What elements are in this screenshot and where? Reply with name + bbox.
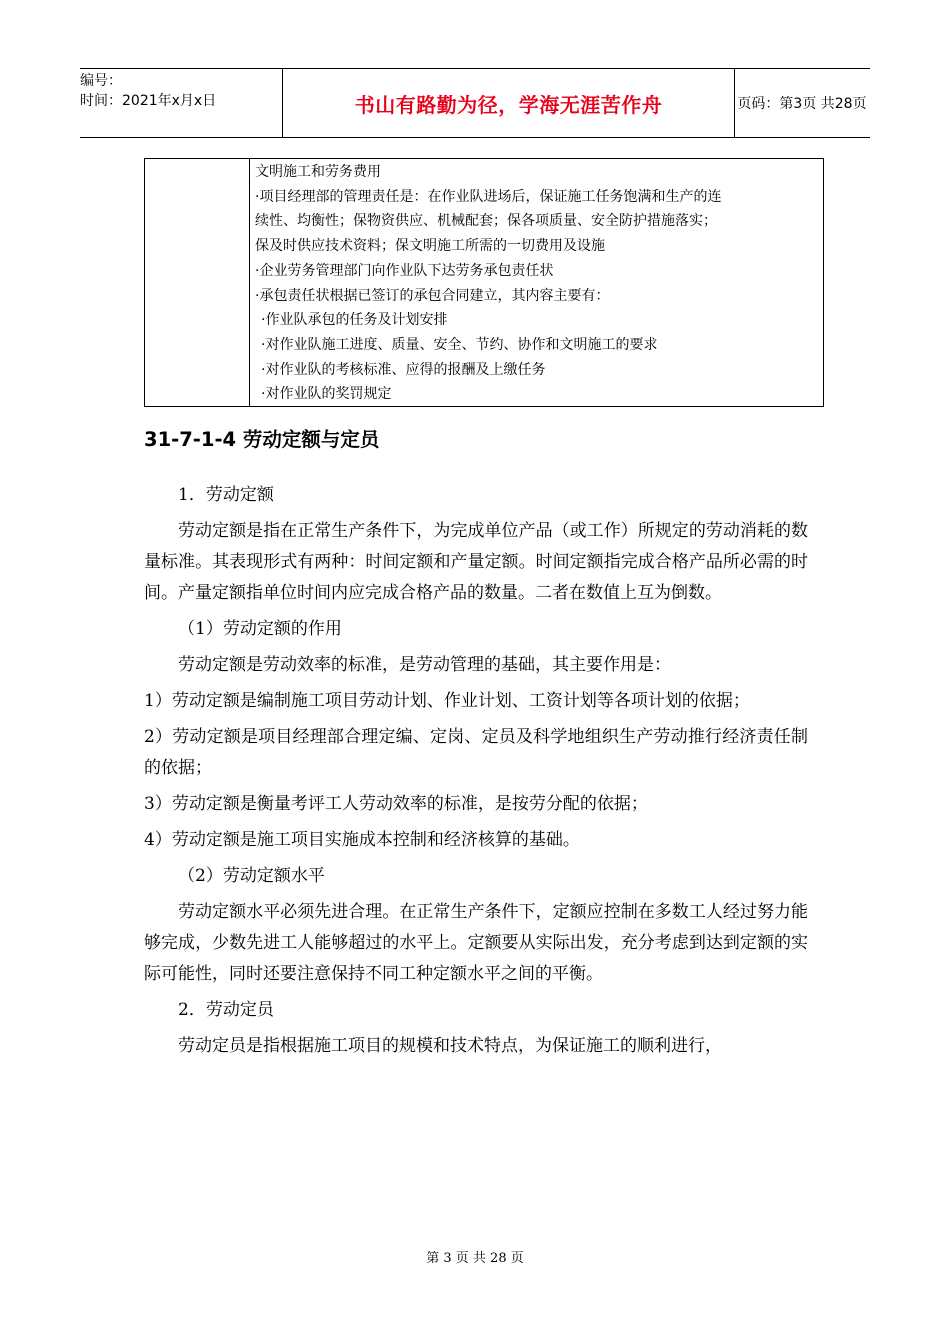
document-body [144,480,808,1067]
page-footer: 第 3 页 共 28 页 [426,1251,524,1266]
document-number-label: 编号： [80,73,122,89]
table-line: ·承包责任状根据已签订的承包合同建立，其内容主要有： [255,287,610,304]
subheading-level: （2）劳动定额水平 [178,866,325,886]
subheading-labor-quota: 1．劳动定额 [178,485,274,505]
header-page-cell [734,69,870,137]
table-line: ·对作业队施工进度、质量、安全、节约、协作和文明施工的要求 [261,336,658,353]
list-item: 2）劳动定额是项目经理部合理定编、定岗、定员及科学地组织生产劳动推行经济责任制的依据； [144,727,808,778]
header-left-cell [80,69,282,139]
table-line: ·作业队承包的任务及计划安排 [261,312,448,329]
table-line: ·企业劳务管理部门向作业队下达劳务承包责任状 [255,262,554,279]
paragraph: 劳动定额是劳动效率的标准，是劳动管理的基础，其主要作用是： [178,655,671,675]
table-line: 保及时供应技术资料；保文明施工所需的一切费用及设施 [255,238,605,255]
paragraph: 劳动定额水平必须先进合理。在正常生产条件下，定额应控制在多数工人经过努力能够完成，少数先进工人能够超过的水平上。定额要从实际出发，充分考虑到达到定额的实际可能性，同时还要注意保持不同工种定额水平之间的平衡。 [144,902,808,984]
responsibility-table [144,158,824,407]
table-content-cell [255,159,817,407]
document-time-label: 时间：2021年x月x日 [80,93,217,109]
table-line: ·对作业队的奖罚规定 [261,386,392,403]
list-item: 4）劳动定额是施工项目实施成本控制和经济核算的基础。 [144,830,580,850]
table-line: ·项目经理部的管理责任是：在作业队进场后，保证施工任务饱满和生产的连 [255,188,722,205]
table-left-column [145,159,250,406]
table-line: 文明施工和劳务费用 [255,164,381,180]
list-item: 3）劳动定额是衡量考评工人劳动效率的标准，是按劳分配的依据； [144,794,648,814]
subheading-staffing: 2．劳动定员 [178,1000,274,1020]
header-page-label: 页码：第3页 共28页 [737,96,867,112]
header-motto: 书山有路勤为径，学海无涯苦作舟 [354,92,663,117]
list-item: 1）劳动定额是编制施工项目劳动计划、作业计划、工资计划等各项计划的依据； [144,691,750,711]
paragraph: 劳动定员是指根据施工项目的规模和技术特点，为保证施工的顺利进行， [178,1036,722,1056]
section-heading: 31-7-1-4 劳动定额与定员 [144,428,380,451]
subheading-role: （1）劳动定额的作用 [178,619,342,639]
table-line: ·对作业队的考核标准、应得的报酬及上缴任务 [261,361,546,378]
paragraph: 劳动定额是指在正常生产条件下，为完成单位产品（或工作）所规定的劳动消耗的数量标准。其表现形式有两种：时间定额和产量定额。时间定额指完成合格产品所必需的时间。产量定额指单位时间内应完成合格产品的数量。二者在数值上互为倒数。 [144,521,808,603]
table-line: 续性、均衡性；保物资供应、机械配套；保各项质量、安全防护措施落实； [255,213,717,230]
header-motto-cell [282,69,735,137]
page-header [80,68,870,138]
